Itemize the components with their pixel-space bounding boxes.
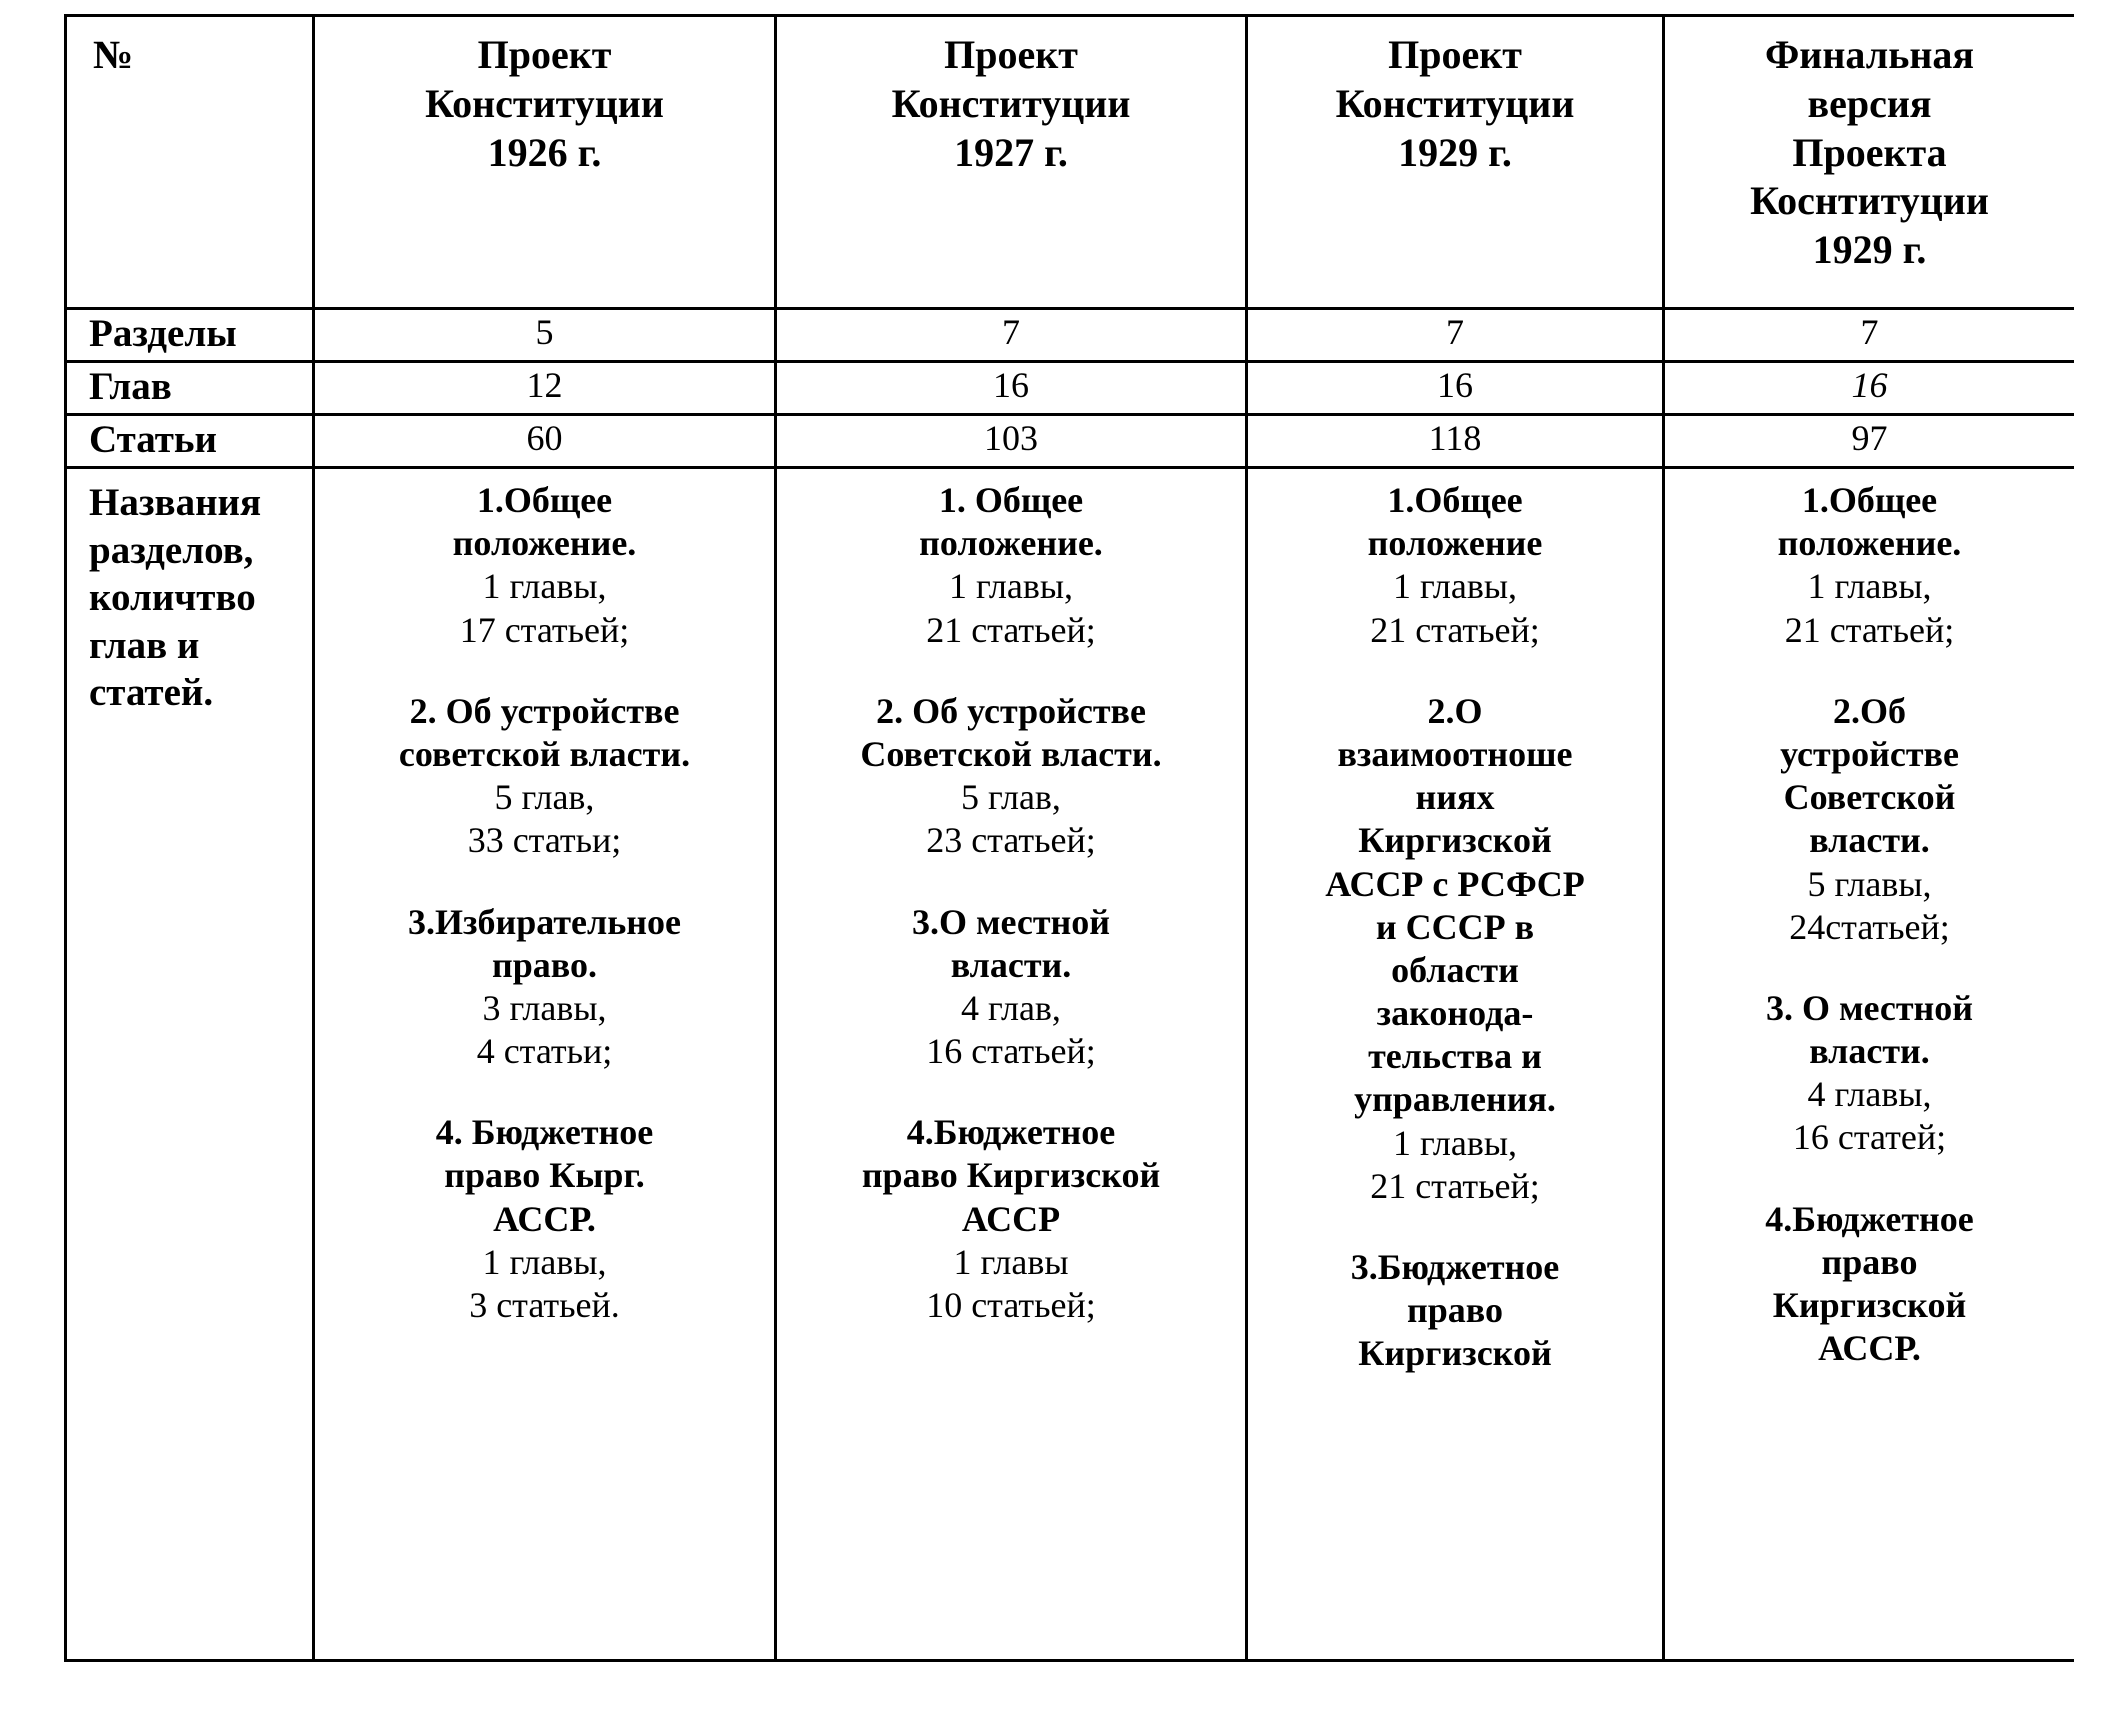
table-header-row	[66, 16, 2075, 309]
section-block	[1256, 690, 1654, 1208]
header-1929-text	[1248, 17, 1662, 177]
header-1926-line-1: Проект	[477, 32, 612, 77]
section-title-line: положение.	[1777, 523, 1962, 564]
value-glav-1927: 16	[993, 365, 1029, 405]
section-detail-line: 23 статьей;	[926, 820, 1096, 861]
section-gap	[1256, 652, 1654, 690]
cell-glav-final	[1664, 362, 2075, 415]
section-block	[1673, 1198, 2066, 1371]
row-label-cell-section-names	[66, 468, 314, 1661]
section-gap	[323, 1073, 766, 1111]
value-glav-final: 16	[1851, 365, 1888, 405]
numero-symbol: №	[93, 32, 134, 77]
section-title-line: власти.	[950, 944, 1072, 985]
header-1926-text	[315, 17, 774, 177]
section-title-line: право	[1407, 1290, 1503, 1331]
header-final-line-2: версия	[1807, 80, 1932, 126]
section-detail-line: 33 статьи;	[467, 820, 622, 861]
section-block	[785, 901, 1237, 1074]
cell-statyi-final	[1664, 415, 2075, 468]
value-razdely-1926: 5	[535, 312, 554, 352]
row-label-glav: Глав	[89, 365, 172, 408]
cell-statyi-1927	[776, 415, 1247, 468]
section-detail-line: 4 статьи;	[476, 1031, 613, 1072]
section-title-line: Советской власти.	[860, 733, 1162, 774]
section-title-line: 2. Об устройстве	[409, 690, 680, 731]
section-title-line: 3.Бюджетное	[1350, 1247, 1560, 1287]
section-label-line-4: глав и	[89, 623, 200, 667]
header-1926-line-3: 1926 г.	[487, 129, 602, 175]
cell-statyi-1926	[314, 415, 776, 468]
header-1929-line-1: Проект	[1388, 32, 1522, 77]
section-title-line: 4.Бюджетное	[906, 1112, 1116, 1153]
cell-razdely-final	[1664, 309, 2075, 362]
section-detail-line: 5 глав,	[494, 777, 595, 818]
section-gap	[323, 863, 766, 901]
section-block	[785, 1111, 1237, 1327]
section-block	[1673, 987, 2066, 1160]
section-detail-line: 1 главы,	[1807, 566, 1932, 607]
section-detail-line: 16 статьей;	[926, 1031, 1096, 1072]
section-title-line: положение.	[452, 523, 637, 564]
sections-list-1926	[315, 469, 774, 1327]
cell-razdely-1929	[1247, 309, 1664, 362]
section-title-line: Киргизской	[1358, 1333, 1552, 1374]
header-final-line-3: Проекта	[1792, 129, 1947, 175]
header-cell-1927	[776, 16, 1247, 309]
section-gap	[1673, 1160, 2066, 1198]
value-razdely-1929: 7	[1446, 312, 1464, 352]
header-final-line-1: Финальная	[1764, 32, 1975, 77]
section-title-line: 2. Об устройстве	[876, 690, 1146, 731]
section-detail-line: 3 статьей.	[469, 1285, 620, 1325]
header-1929-line-3: 1929 г.	[1398, 129, 1512, 175]
section-detail-line: 4 глав,	[961, 987, 1061, 1028]
row-label-cell-razdely	[66, 309, 314, 362]
section-title-line: положение.	[919, 523, 1103, 564]
cell-statyi-1929	[1247, 415, 1664, 468]
sections-list-final	[1665, 469, 2074, 1370]
section-detail-line: 1 главы,	[482, 566, 607, 607]
section-label-line-1: Названия	[89, 481, 262, 524]
section-title-line: 1. Общее	[938, 480, 1084, 520]
sections-list-1929	[1248, 469, 1662, 1376]
section-title-line: управления.	[1354, 1079, 1556, 1120]
value-statyi-1926: 60	[526, 418, 563, 458]
section-detail-line: 17 статьей;	[459, 609, 630, 650]
section-detail-line: 1 главы,	[482, 1241, 607, 1282]
cell-razdely-1927	[776, 309, 1247, 362]
header-1926-line-2: Конституции	[425, 80, 664, 126]
row-label-cell-statyi	[66, 415, 314, 468]
row-label-section-names	[67, 469, 312, 717]
section-block	[323, 901, 766, 1074]
section-detail-line: 1 главы,	[1392, 566, 1518, 607]
constitution-comparison-table-wrapper	[64, 14, 2074, 1706]
table-row-razdely	[66, 309, 2075, 362]
section-detail-line: 1 главы,	[948, 566, 1074, 607]
header-final-line-4: Коснтитуции	[1750, 178, 1989, 224]
section-title-line: право.	[492, 944, 597, 985]
section-title-line: положение	[1367, 523, 1543, 564]
section-label-line-3: количтво	[89, 576, 256, 620]
section-title-line: власти.	[1809, 1031, 1930, 1072]
section-block	[1256, 479, 1654, 652]
section-title-line: АССР	[961, 1198, 1061, 1239]
header-1929-line-2: Конституции	[1335, 80, 1575, 126]
header-cell-1926	[314, 16, 776, 309]
section-block	[323, 479, 766, 652]
section-title-line: Киргизской	[1358, 820, 1552, 861]
section-detail-line: 1 главы,	[1392, 1122, 1518, 1163]
section-gap	[785, 1073, 1237, 1111]
section-title-line: право	[1821, 1241, 1918, 1282]
section-title-line: тельства и	[1368, 1036, 1542, 1077]
section-block	[1673, 479, 2066, 652]
section-detail-line: 21 статьей;	[1370, 1165, 1540, 1206]
section-label-line-5: статей.	[89, 671, 214, 715]
value-glav-1926: 12	[526, 365, 563, 405]
constitution-comparison-table	[64, 14, 2074, 1662]
section-title-line: АССР.	[493, 1198, 596, 1239]
section-title-line: 4. Бюджетное	[435, 1112, 654, 1153]
section-detail-line: 21 статьей;	[1370, 609, 1540, 650]
value-razdely-1927: 7	[1002, 312, 1020, 352]
section-title-line: право Кырг.	[444, 1155, 645, 1196]
value-glav-1929: 16	[1437, 365, 1473, 405]
value-statyi-1927: 103	[984, 418, 1038, 458]
section-gap	[323, 652, 766, 690]
section-gap	[1256, 1208, 1654, 1246]
body-cell-1929	[1247, 468, 1664, 1661]
cell-razdely-1926	[314, 309, 776, 362]
section-title-line: Киргизской	[1772, 1285, 1967, 1325]
table-row-glav	[66, 362, 2075, 415]
table-row-section-names	[66, 468, 2075, 1661]
body-cell-final	[1664, 468, 2075, 1661]
section-title-line: 4.Бюджетное	[1765, 1198, 1974, 1239]
section-title-line: право Киргизской	[861, 1155, 1161, 1196]
row-label-statyi: Статьи	[89, 418, 218, 461]
section-detail-line: 4 главы,	[1807, 1074, 1932, 1115]
section-title-line: 3. О местной	[1765, 987, 1974, 1028]
section-detail-line: 5 главы,	[1807, 863, 1932, 904]
row-label-cell-glav	[66, 362, 314, 415]
section-detail-line: 21 статьей;	[1784, 609, 1955, 650]
section-gap	[785, 652, 1237, 690]
section-detail-line: 5 глав,	[961, 777, 1061, 818]
body-cell-1926	[314, 468, 776, 1661]
sections-list-1927	[777, 469, 1245, 1327]
section-title-line: 2.Об	[1832, 690, 1906, 731]
row-label-razdely: Разделы	[89, 312, 237, 355]
section-title-line: 1.Общее	[1801, 480, 1938, 520]
header-1927-line-1: Проект	[944, 32, 1078, 77]
section-title-line: АССР.	[1818, 1328, 1921, 1369]
header-1927-line-3: 1927 г.	[954, 129, 1068, 175]
section-detail-line: 10 статьей;	[926, 1285, 1096, 1325]
cell-glav-1927	[776, 362, 1247, 415]
section-gap	[1673, 949, 2066, 987]
header-cell-numero	[66, 16, 314, 309]
section-block	[323, 1111, 766, 1327]
header-cell-1929	[1247, 16, 1664, 309]
header-1927-text	[777, 17, 1245, 177]
section-block	[1673, 690, 2066, 949]
section-detail-line: 21 статьей;	[926, 609, 1096, 650]
header-1927-line-2: Конституции	[891, 80, 1131, 126]
value-statyi-1929: 118	[1428, 418, 1482, 458]
section-title-line: и СССР в	[1375, 906, 1535, 947]
value-statyi-final: 97	[1851, 418, 1888, 458]
header-cell-final	[1664, 16, 2075, 309]
body-cell-1927	[776, 468, 1247, 1661]
section-detail-line: 1 главы	[953, 1241, 1069, 1282]
header-final-text	[1665, 17, 2074, 275]
section-gap	[1673, 652, 2066, 690]
table-row-statyi	[66, 415, 2075, 468]
section-title-line: АССР с РСФСР	[1325, 863, 1585, 904]
cell-glav-1929	[1247, 362, 1664, 415]
section-label-line-2: разделов,	[89, 528, 254, 572]
section-title-line: власти.	[1809, 820, 1930, 861]
header-final-line-5: 1929 г.	[1812, 227, 1927, 273]
section-title-line: 3.Избирательное	[408, 901, 681, 942]
section-title-line: области	[1391, 949, 1519, 990]
section-block	[323, 690, 766, 863]
section-title-line: 1.Общее	[476, 480, 613, 520]
section-title-line: советской власти.	[398, 733, 691, 774]
section-title-line: ниях	[1415, 777, 1495, 818]
section-title-line: 2.О	[1427, 690, 1483, 731]
section-gap	[785, 863, 1237, 901]
cell-glav-1926	[314, 362, 776, 415]
section-title-line: взаимоотноше	[1337, 733, 1573, 774]
section-detail-line: 3 главы,	[482, 987, 607, 1028]
section-title-line: 1.Общее	[1387, 480, 1523, 520]
section-detail-line: 24статьей;	[1789, 906, 1950, 947]
section-title-line: Советской	[1783, 777, 1956, 818]
section-block	[785, 479, 1237, 652]
section-detail-line: 16 статей;	[1792, 1117, 1947, 1158]
value-razdely-final: 7	[1860, 312, 1879, 352]
section-title-line: 3.О местной	[911, 901, 1111, 942]
section-title-line: устройстве	[1780, 733, 1959, 774]
section-block	[1256, 1246, 1654, 1376]
section-title-line: законода-	[1376, 993, 1534, 1034]
section-block	[785, 690, 1237, 863]
